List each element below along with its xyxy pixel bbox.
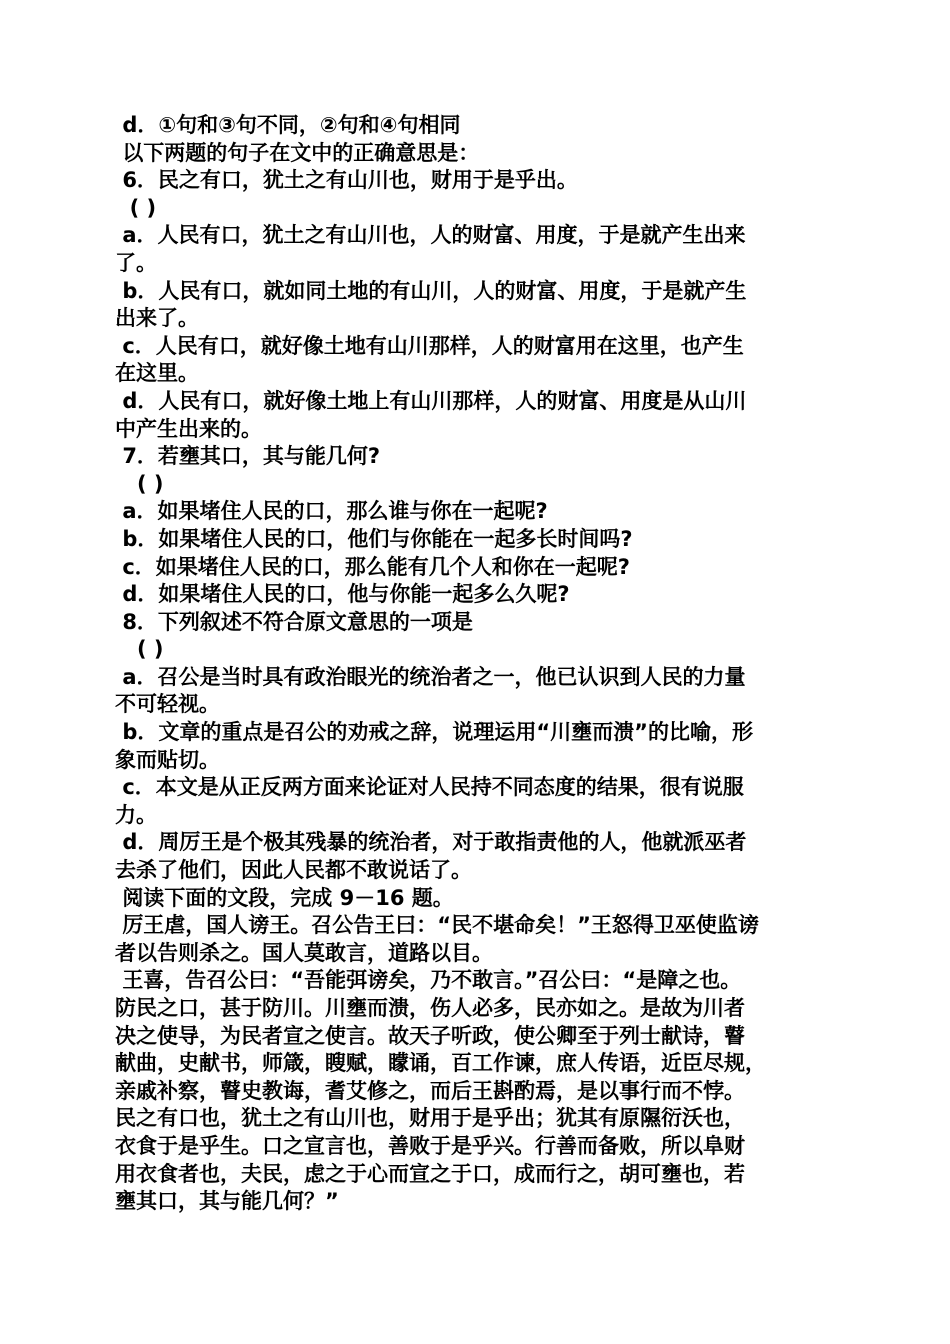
q6-option-b: b．人民有口，就如同土地的有山川，人的财富、用度，于是就产生: [115, 278, 747, 303]
q8-option-b: b．文章的重点是召公的劝戒之辞，说理运用“川壅而溃”的比喻，形: [115, 720, 753, 745]
q6-option-a: a．人民有口，犹土之有山川也，人的财富、用度，于是就产生出来: [115, 223, 746, 248]
q8-option-d-cont: 去杀了他们，因此人民都不敢说话了。: [115, 858, 472, 883]
passage-line: 壅其口，其与能几何？”: [115, 1189, 339, 1214]
q7-option-c: c．如果堵住人民的口，那么能有几个人和你在一起呢?: [115, 554, 630, 579]
question-6: 6．民之有口，犹土之有山川也，财用于是乎出。: [115, 168, 578, 193]
q8-option-d: d．周厉王是个极其残暴的统治者，对于敢指责他的人，他就派巫者: [115, 830, 747, 855]
passage-line: 王喜，告召公曰：“吾能弭谤矣，乃不敢言。”召公曰：“是障之也。: [115, 968, 742, 993]
passage-line: 厉王虐，国人谤王。召公告王曰：“民不堪命矣！”王怒得卫巫使监谤: [115, 913, 759, 938]
passage-line: 献曲，史献书，师箴，瞍赋，矇诵，百工作谏，庶人传语，近臣尽规，: [115, 1051, 766, 1076]
q6-option-a-cont: 了。: [115, 250, 157, 275]
answer-bracket-6: ( ): [115, 195, 157, 220]
passage-line: 用衣食者也，夫民，虑之于心而宣之于口，成而行之，胡可壅也，若: [115, 1161, 745, 1186]
section-instruction: 以下两题的句子在文中的正确意思是：: [115, 140, 480, 165]
q8-option-c: c．本文是从正反两方面来论证对人民持不同态度的结果，很有说服: [115, 775, 744, 800]
q8-option-a: a．召公是当时具有政治眼光的统治者之一，他已认识到人民的力量: [115, 664, 746, 689]
q6-option-c: c．人民有口，就好像土地有山川那样，人的财富用在这里，也产生: [115, 333, 744, 358]
q6-option-d: d．人民有口，就好像土地上有山川那样，人的财富、用度是从山川: [115, 388, 747, 413]
q8-option-c-cont: 力。: [115, 802, 157, 827]
q7-option-d: d．如果堵住人民的口，他与你能一起多么久呢?: [115, 582, 570, 607]
q6-option-b-cont: 出来了。: [115, 306, 199, 331]
option-d-line: d．①句和③句不同，②句和④句相同: [115, 113, 461, 137]
passage-line: 亲戚补察，瞽史教诲，耆艾修之，而后王斟酌焉，是以事行而不悖。: [115, 1078, 745, 1103]
passage: [115, 912, 840, 1216]
q8-option-a-cont: 不可轻视。: [115, 692, 220, 717]
q6-option-c-cont: 在这里。: [115, 361, 199, 386]
passage-line: 者以告则杀之。国人莫敢言，道路以目。: [115, 940, 493, 965]
document-page: [115, 112, 840, 1216]
q6-option-d-cont: 中产生出来的。: [115, 416, 262, 441]
answer-bracket-8: ( ): [115, 637, 164, 662]
answer-bracket-7: ( ): [115, 471, 164, 496]
reading-instruction: 阅读下面的文段，完成 9－16 题。: [115, 885, 454, 910]
passage-line: 决之使导，为民者宣之使言。故天子听政，使公卿至于列士献诗，瞽: [115, 1023, 745, 1048]
question-7: 7．若壅其口，其与能几何?: [115, 444, 381, 469]
passage-line: 衣食于是乎生。口之宣言也，善败于是乎兴。行善而备败，所以阜财: [115, 1133, 745, 1158]
question-8: 8．下列叙述不符合原文意思的一项是: [115, 609, 473, 634]
passage-line: 防民之口，甚于防川。川壅而溃，伤人必多，民亦如之。是故为川者: [115, 996, 745, 1020]
passage-line: 民之有口也，犹土之有山川也，财用于是乎出；犹其有原隰衍沃也，: [115, 1106, 745, 1131]
q7-option-a: a．如果堵住人民的口，那么谁与你在一起呢?: [115, 499, 548, 524]
q7-option-b: b．如果堵住人民的口，他们与你能在一起多长时间吗?: [115, 526, 633, 551]
q8-option-b-cont: 象而贴切。: [115, 747, 220, 772]
